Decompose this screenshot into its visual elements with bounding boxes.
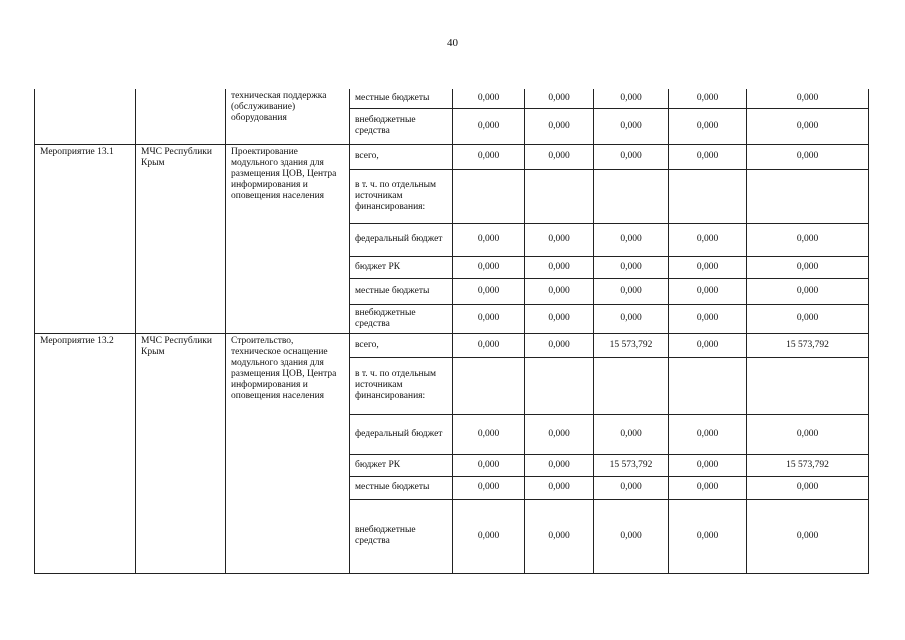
value-cell	[747, 169, 869, 223]
value-cell: 0,000	[453, 499, 525, 573]
value-cell: 0,000	[747, 476, 869, 499]
value-cell	[594, 357, 669, 414]
value-cell: 0,000	[525, 304, 594, 333]
value-cell: 0,000	[669, 108, 747, 144]
executor-cell	[136, 89, 226, 144]
source-cell: в т. ч. по отдельным источникам финансирования:	[350, 169, 453, 223]
value-cell: 0,000	[525, 144, 594, 169]
value-cell: 0,000	[453, 223, 525, 256]
value-cell	[525, 357, 594, 414]
value-cell: 0,000	[453, 108, 525, 144]
value-cell: 0,000	[669, 414, 747, 454]
value-cell: 0,000	[669, 256, 747, 278]
value-cell: 0,000	[669, 278, 747, 304]
value-cell: 0,000	[594, 499, 669, 573]
value-cell: 0,000	[669, 304, 747, 333]
executor-cell: МЧС Республики Крым	[136, 333, 226, 573]
value-cell: 0,000	[594, 223, 669, 256]
value-cell: 0,000	[669, 333, 747, 357]
measure-cell: Мероприятие 13.2	[35, 333, 136, 573]
value-cell: 0,000	[453, 333, 525, 357]
source-cell: внебюджетные средства	[350, 304, 453, 333]
description-cell: Проектирование модульного здания для размещения ЦОВ, Центра информирования и оповещения населения	[226, 144, 350, 333]
value-cell: 0,000	[525, 108, 594, 144]
value-cell: 0,000	[525, 333, 594, 357]
source-cell: внебюджетные средства	[350, 108, 453, 144]
measure-cell: Мероприятие 13.1	[35, 144, 136, 333]
value-cell: 0,000	[525, 414, 594, 454]
value-cell: 0,000	[453, 278, 525, 304]
value-cell: 0,000	[453, 304, 525, 333]
value-cell: 0,000	[669, 499, 747, 573]
value-cell: 0,000	[669, 454, 747, 476]
table-row	[35, 89, 869, 108]
value-cell: 0,000	[747, 89, 869, 108]
value-cell: 0,000	[525, 89, 594, 108]
value-cell: 0,000	[669, 476, 747, 499]
value-cell: 0,000	[594, 89, 669, 108]
description-cell: техническая поддержка (обслуживание) оборудования	[226, 89, 350, 144]
value-cell: 0,000	[594, 256, 669, 278]
measure-cell	[35, 89, 136, 144]
value-cell: 0,000	[747, 304, 869, 333]
value-cell: 0,000	[594, 304, 669, 333]
description-cell: Строительство, техническое оснащение модульного здания для размещения ЦОВ, Центра информирования и оповещения населения	[226, 333, 350, 573]
value-cell: 0,000	[747, 256, 869, 278]
executor-cell: МЧС Республики Крым	[136, 144, 226, 333]
value-cell: 0,000	[669, 89, 747, 108]
source-cell: местные бюджеты	[350, 89, 453, 108]
value-cell: 0,000	[747, 499, 869, 573]
table-row	[35, 333, 869, 357]
value-cell: 15 573,792	[747, 333, 869, 357]
value-cell: 0,000	[669, 144, 747, 169]
source-cell: местные бюджеты	[350, 476, 453, 499]
value-cell: 0,000	[453, 476, 525, 499]
value-cell: 15 573,792	[747, 454, 869, 476]
value-cell	[453, 357, 525, 414]
value-cell: 0,000	[747, 108, 869, 144]
value-cell: 0,000	[525, 256, 594, 278]
source-cell: бюджет РК	[350, 256, 453, 278]
page-number: 40	[447, 37, 458, 49]
value-cell: 0,000	[594, 144, 669, 169]
value-cell: 0,000	[747, 414, 869, 454]
value-cell: 0,000	[594, 108, 669, 144]
value-cell	[525, 169, 594, 223]
value-cell: 0,000	[594, 414, 669, 454]
table-row	[35, 144, 869, 169]
value-cell	[669, 357, 747, 414]
value-cell: 0,000	[747, 223, 869, 256]
value-cell: 0,000	[525, 278, 594, 304]
source-cell: федеральный бюджет	[350, 414, 453, 454]
source-cell: местные бюджеты	[350, 278, 453, 304]
value-cell: 0,000	[453, 89, 525, 108]
source-cell: всего,	[350, 144, 453, 169]
value-cell: 0,000	[594, 278, 669, 304]
value-cell	[669, 169, 747, 223]
value-cell: 0,000	[453, 144, 525, 169]
value-cell: 0,000	[747, 144, 869, 169]
value-cell: 0,000	[453, 256, 525, 278]
source-cell: всего,	[350, 333, 453, 357]
value-cell: 15 573,792	[594, 333, 669, 357]
value-cell: 0,000	[453, 454, 525, 476]
source-cell: федеральный бюджет	[350, 223, 453, 256]
value-cell	[747, 357, 869, 414]
value-cell: 0,000	[669, 223, 747, 256]
source-cell: внебюджетные средства	[350, 499, 453, 573]
value-cell: 0,000	[525, 223, 594, 256]
value-cell	[594, 169, 669, 223]
source-cell: бюджет РК	[350, 454, 453, 476]
value-cell	[453, 169, 525, 223]
value-cell: 0,000	[594, 476, 669, 499]
value-cell: 15 573,792	[594, 454, 669, 476]
source-cell: в т. ч. по отдельным источникам финансирования:	[350, 357, 453, 414]
value-cell: 0,000	[525, 499, 594, 573]
value-cell: 0,000	[747, 278, 869, 304]
financing-table	[34, 89, 869, 574]
value-cell: 0,000	[525, 476, 594, 499]
value-cell: 0,000	[453, 414, 525, 454]
value-cell: 0,000	[525, 454, 594, 476]
